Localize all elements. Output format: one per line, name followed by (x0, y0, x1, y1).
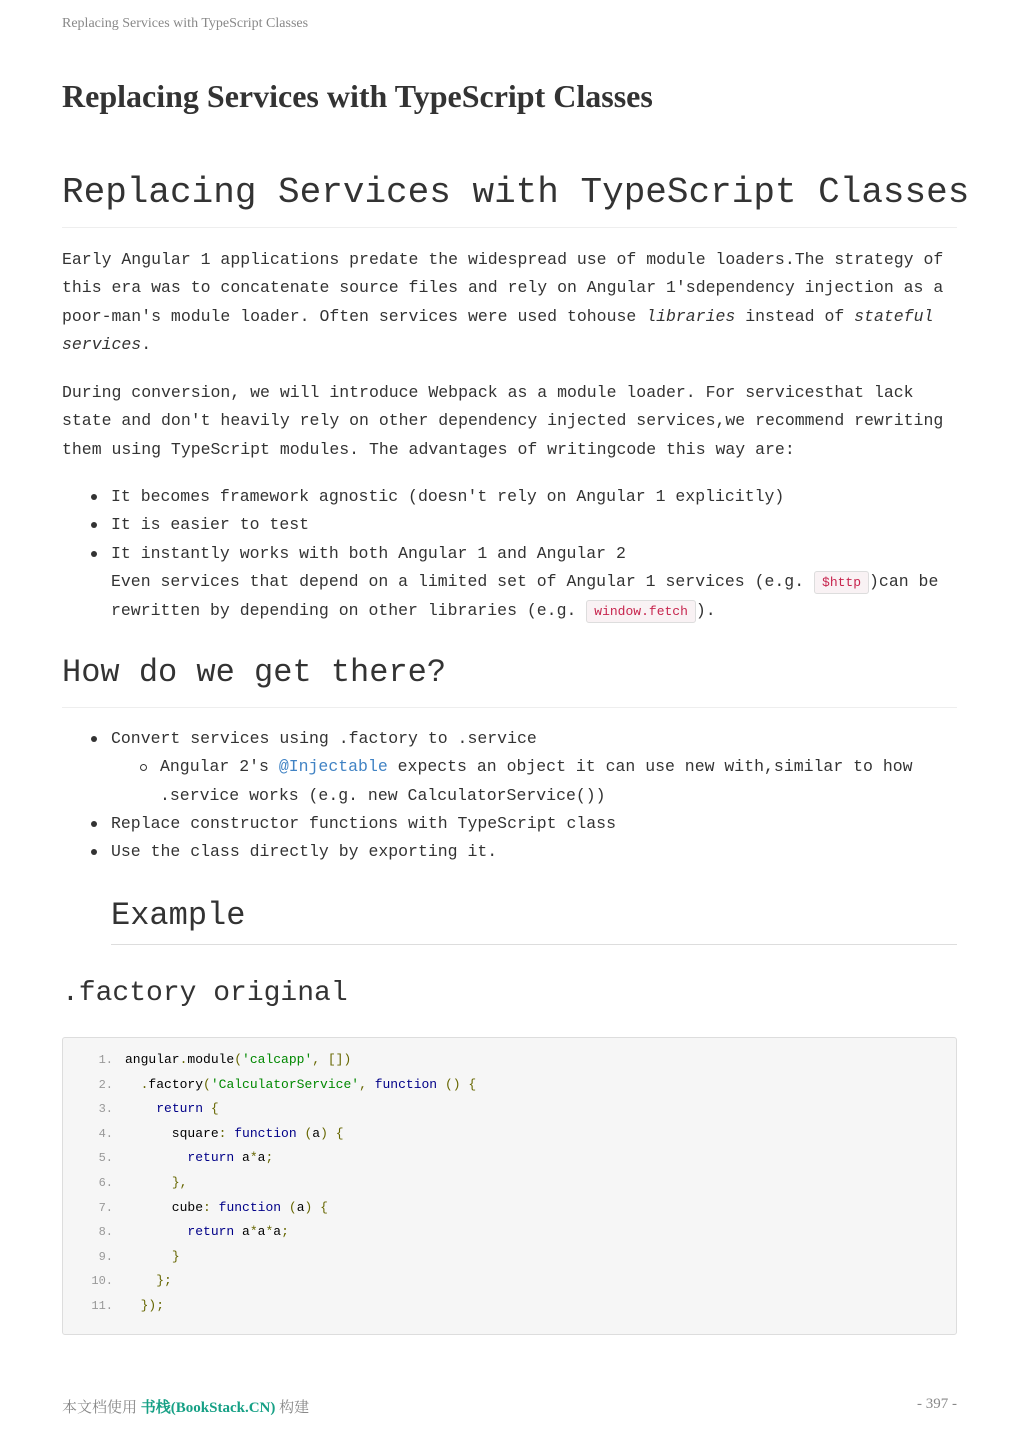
bullet-icon (91, 821, 97, 827)
line-number: 2. (98, 1077, 113, 1092)
bookstack-link[interactable]: 书栈(BookStack.CN) (140, 1400, 276, 1416)
line-number: 5. (98, 1151, 113, 1166)
list-item (111, 838, 957, 866)
code-text: cube: function (a) { (125, 1199, 328, 1215)
section-heading-how: How do we get there? (62, 654, 957, 708)
list-item (111, 483, 957, 511)
line-number: 11. (91, 1299, 113, 1313)
bullet-icon (91, 551, 97, 557)
code-text: }, (171, 1175, 188, 1190)
code-text: .factory('CalculatorService', function () { (140, 1076, 477, 1092)
code-line (63, 1245, 180, 1270)
bullet-icon (91, 522, 97, 528)
advantage-text: It is easier to test (111, 515, 310, 535)
section-heading-factory-original: .factory original (62, 978, 348, 1009)
note-text-c: ). (695, 601, 716, 621)
step-text: Replace constructor functions with TypeScript class (111, 813, 616, 833)
running-header: Replacing Services with TypeScript Classes (62, 16, 309, 31)
line-number: 6. (98, 1176, 113, 1190)
code-text: return a*a*a; (187, 1224, 289, 1240)
book-title: Replacing Services with TypeScript Classes (62, 78, 653, 114)
list-item (111, 725, 957, 810)
code-line (63, 1171, 188, 1196)
hollow-bullet-icon (140, 764, 147, 771)
intro-emphasis-stateful-services: stateful services (62, 306, 934, 354)
step-text: Convert services using .factory to .service (111, 729, 537, 748)
code-text: square: function (a) { (125, 1125, 344, 1141)
intro-emphasis-libraries: libraries (646, 306, 736, 326)
advantages-list (111, 483, 957, 627)
bullet-icon (91, 849, 97, 855)
code-line (63, 1220, 289, 1245)
note-text-a: Even services that depend on a limited set of Angular 1 services (e.g. (111, 571, 815, 591)
list-item (111, 511, 957, 539)
steps-list (111, 725, 957, 866)
code-line (63, 1146, 274, 1171)
page-number: - 397 - (917, 1396, 957, 1412)
advantage-note (111, 568, 957, 627)
inline-code-window-fetch: window.fetch (586, 600, 696, 623)
code-block (62, 1037, 957, 1335)
code-line (63, 1122, 344, 1147)
list-item (111, 810, 957, 838)
advantage-text: It becomes framework agnostic (doesn't rely on Angular 1 explicitly) (111, 487, 785, 506)
code-line (63, 1097, 219, 1122)
intro-text-c: . (141, 334, 152, 354)
code-text: angular.module('calcapp', []) (125, 1052, 352, 1067)
line-number: 9. (98, 1249, 113, 1264)
intro-paragraph (62, 246, 957, 359)
section-heading-example: Example (111, 897, 957, 945)
intro-text-b: instead of (735, 306, 855, 326)
note-text-b: )can be rewritten by depending on other libraries (e.g. (111, 571, 939, 621)
code-line (63, 1073, 477, 1098)
code-text: }; (156, 1273, 172, 1289)
line-number: 8. (98, 1225, 113, 1240)
footer-suffix: 构建 (275, 1400, 310, 1416)
footer-credit (62, 1396, 309, 1417)
sub-item-rest: expects an object it can use new with,similar to how .service works (e.g. new CalculatorService()) (160, 757, 913, 805)
advantage-text: It instantly works with both Angular 1 and Angular 2 (111, 543, 626, 563)
bullet-icon (91, 494, 97, 500)
code-line (63, 1294, 165, 1319)
code-text: }); (140, 1298, 165, 1313)
footer-prefix: 本文档使用 (62, 1400, 141, 1416)
conversion-paragraph: During conversion, we will introduce Webpack as a module loader. For servicesthat lack state and don't heavily rely on other dependency injected services,we recommend rewriting them using TypeScript modules. The advantages of writingcode this way are: (62, 383, 944, 459)
code-text: return a*a; (187, 1150, 274, 1166)
code-line (63, 1196, 328, 1221)
code-text: return { (156, 1101, 219, 1117)
code-line (63, 1269, 172, 1294)
line-number: 4. (98, 1126, 113, 1141)
injectable-highlight: @Injectable (278, 757, 388, 777)
line-number: 10. (91, 1274, 113, 1289)
code-line (63, 1048, 352, 1073)
line-number: 3. (98, 1102, 113, 1117)
line-number: 7. (98, 1200, 113, 1215)
code-text: } (171, 1248, 180, 1264)
line-number: 1. (98, 1053, 113, 1067)
sub-item-prefix: Angular 2's (160, 757, 279, 777)
list-item (111, 540, 957, 627)
bullet-icon (91, 736, 97, 742)
intro-text-a: Early Angular 1 applications predate the widespread use of module loaders.The strategy of this era was to concatenate source files and rely on Angular 1'sdependency injection as a poor-man's module loader. Often services were used tohouse (62, 250, 944, 326)
step-text: Use the class directly by exporting it. (111, 842, 498, 862)
page-title: Replacing Services with TypeScript Classes (62, 172, 957, 228)
inline-code-http: $http (814, 571, 869, 594)
sub-list-item (160, 753, 957, 810)
